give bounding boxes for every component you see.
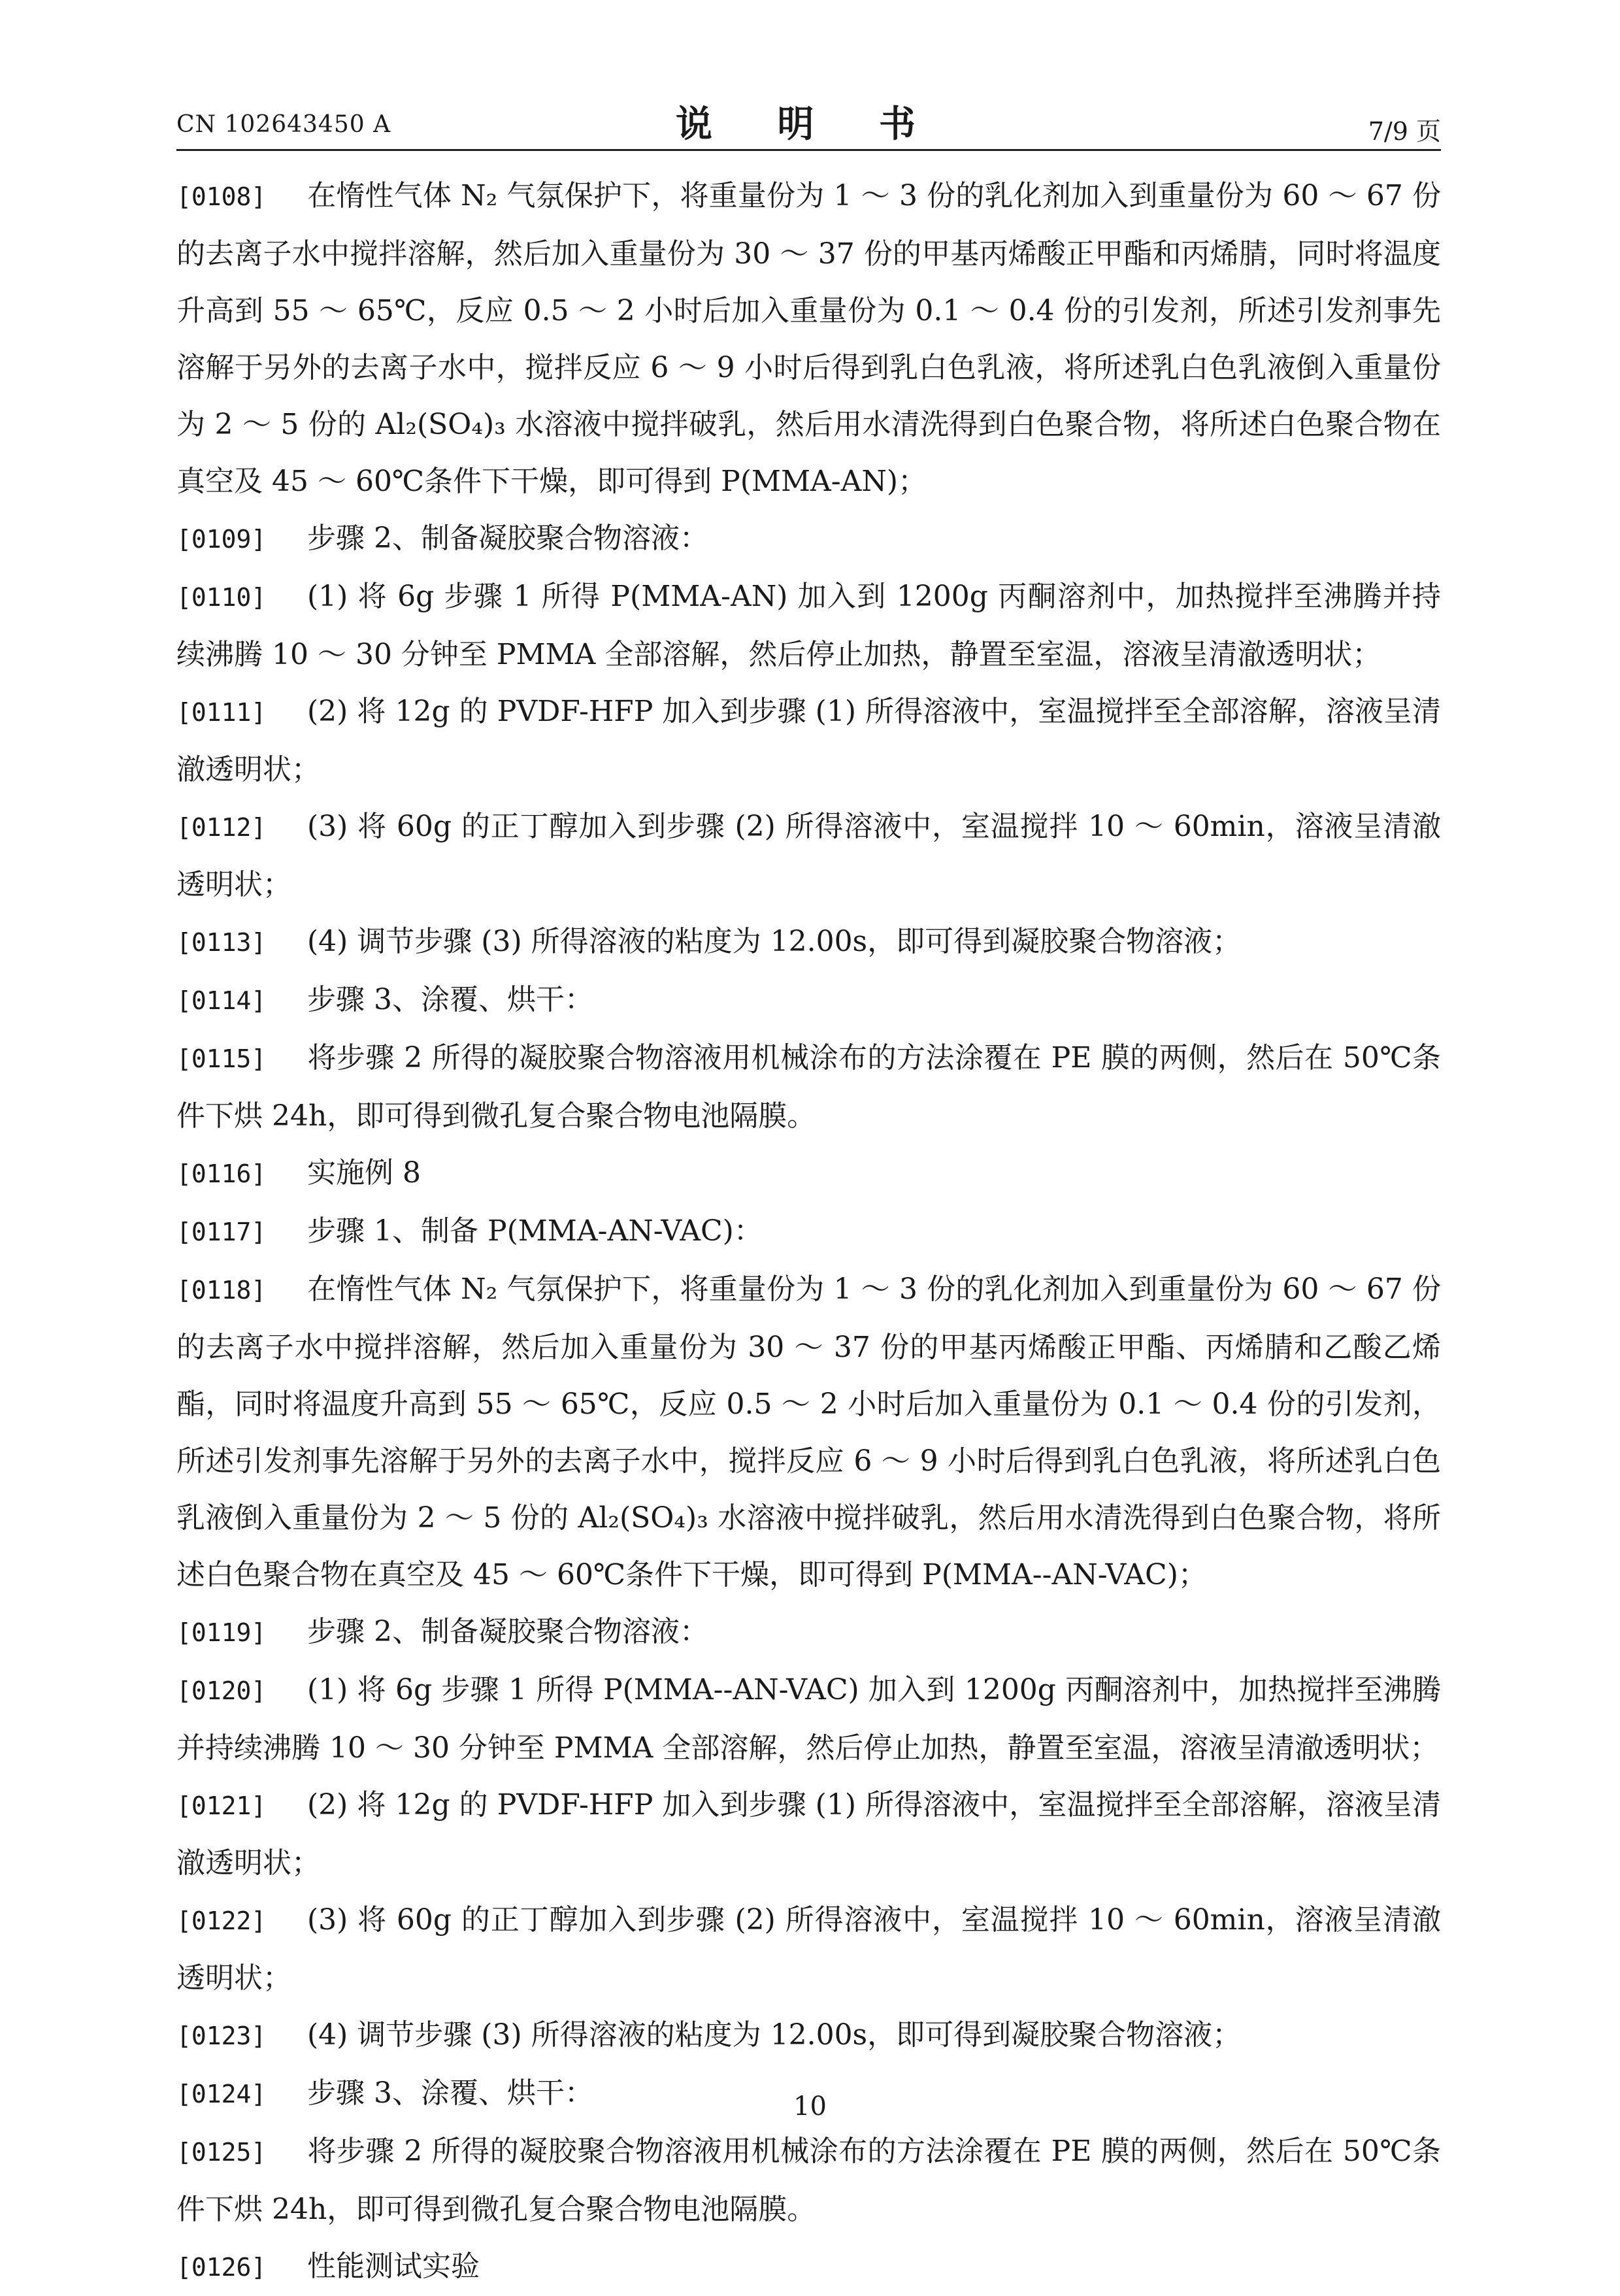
paragraph-text: 实施例 8 <box>307 1156 421 1190</box>
paragraph <box>176 971 1441 1029</box>
paragraph-text: 步骤 3、涂覆、烘干： <box>307 2076 593 2110</box>
paragraph-text: (4) 调节步骤 (3) 所得溶液的粘度为 12.00s，即可得到凝胶聚合物溶液； <box>307 925 1242 958</box>
paragraph <box>176 167 1441 510</box>
paragraph <box>176 2123 1441 2238</box>
paragraph <box>176 2238 1441 2296</box>
paragraph-id: [0116] <box>176 1159 267 1188</box>
paragraph <box>176 798 1441 913</box>
paragraph <box>176 1029 1441 1144</box>
paragraph-text: (2) 将 12g 的 PVDF-HFP 加入到步骤 (1) 所得溶液中，室温搅拌至全部溶解，溶液呈清澈透明状； <box>176 1788 1441 1880</box>
page-number: 10 <box>793 2091 827 2121</box>
document-body <box>176 167 1441 2296</box>
paragraph-text: 将步骤 2 所得的凝胶聚合物溶液用机械涂布的方法涂覆在 PE 膜的两侧，然后在 50℃条件下烘 24h，即可得到微孔复合聚合物电池隔膜。 <box>176 1041 1441 1133</box>
paragraph <box>176 510 1441 568</box>
page-indicator: 7/9 页 <box>1368 117 1441 146</box>
paragraph-text: 在惰性气体 N₂ 气氛保护下，将重量份为 1 ～ 3 份的乳化剂加入到重量份为 60 ～ 67 份的去离子水中搅拌溶解，然后加入重量份为 30 ～ 37 份的甲基丙烯酸正甲酯、丙烯腈和乙酸乙烯酯，同时将温度升高到 55 ～ 65℃，反应 0.5 ～ 2 小时后加入重量份为 0.1 ～ 0.4 份的引发剂，所述引发剂事先溶解于另外的去离子水中，搅拌反应 6 ～ 9 小时后得到乳白色乳液，将所述乳白色乳液倒入重量份为 2 ～ 5 份的 Al₂(SO₄)₃ 水溶液中搅拌破乳，然后用水清洗得到白色聚合物，将所述白色聚合物在真空及 45 ～ 60℃条件下干燥，即可得到 P(MMA--AN-VAC)； <box>176 1273 1441 1591</box>
paragraph-id: [0118] <box>176 1276 267 1305</box>
paragraph-text: (1) 将 6g 步骤 1 所得 P(MMA-AN) 加入到 1200g 丙酮溶剂中，加热搅拌至沸腾并持续沸腾 10 ～ 30 分钟至 PMMA 全部溶解，然后停止加热，静置至室温，溶液呈清澈透明状； <box>176 580 1441 671</box>
paragraph-id: [0113] <box>176 928 267 957</box>
paragraph <box>176 913 1441 971</box>
page-header <box>176 92 1441 144</box>
paragraph-text: 步骤 3、涂覆、烘干： <box>307 983 593 1016</box>
paragraph-id: [0115] <box>176 1044 267 1073</box>
document-number: CN 102643450 A <box>176 111 391 138</box>
paragraph-id: [0120] <box>176 1676 267 1705</box>
paragraph-id: [0122] <box>176 1906 267 1935</box>
paragraph-id: [0112] <box>176 813 267 842</box>
paragraph-text: (2) 将 12g 的 PVDF-HFP 加入到步骤 (1) 所得溶液中，室温搅拌至全部溶解，溶液呈清澈透明状； <box>176 695 1441 786</box>
paragraph-text: (4) 调节步骤 (3) 所得溶液的粘度为 12.00s，即可得到凝胶聚合物溶液； <box>307 2018 1242 2052</box>
page-title: 说 明 书 <box>676 103 942 146</box>
paragraph-id: [0125] <box>176 2138 267 2167</box>
paragraph-id: [0119] <box>176 1618 267 1647</box>
paragraph <box>176 1144 1441 1203</box>
paragraph-text: 在惰性气体 N₂ 气氛保护下，将重量份为 1 ～ 3 份的乳化剂加入到重量份为 60 ～ 67 份的去离子水中搅拌溶解，然后加入重量份为 30 ～ 37 份的甲基丙烯酸正甲酯和丙烯腈，同时将温度升高到 55 ～ 65℃，反应 0.5 ～ 2 小时后加入重量份为 0.1 ～ 0.4 份的引发剂，所述引发剂事先溶解于另外的去离子水中，搅拌反应 6 ～ 9 小时后得到乳白色乳液，将所述乳白色乳液倒入重量份为 2 ～ 5 份的 Al₂(SO₄)₃ 水溶液中搅拌破乳，然后用水清洗得到白色聚合物，将所述白色聚合物在真空及 45 ～ 60℃条件下干燥，即可得到 P(MMA-AN)； <box>176 179 1441 498</box>
paragraph-id: [0111] <box>176 698 267 727</box>
paragraph-id: [0109] <box>176 525 267 554</box>
paragraph-text: 步骤 2、制备凝胶聚合物溶液： <box>307 522 708 555</box>
paragraph <box>176 568 1441 683</box>
paragraph-id: [0117] <box>176 1218 267 1246</box>
paragraph-id: [0123] <box>176 2021 267 2050</box>
paragraph <box>176 1776 1441 1891</box>
paragraph-id: [0114] <box>176 986 267 1015</box>
paragraph-text: 步骤 2、制备凝胶聚合物溶液： <box>307 1615 708 1648</box>
paragraph-id: [0108] <box>176 182 267 211</box>
paragraph <box>176 1261 1441 1603</box>
paragraph <box>176 1661 1441 1776</box>
paragraph <box>176 2006 1441 2065</box>
paragraph <box>176 683 1441 798</box>
paragraph-text: 性能测试实验 <box>307 2250 480 2283</box>
paragraph <box>176 1203 1441 1261</box>
paragraph-text: (3) 将 60g 的正丁醇加入到步骤 (2) 所得溶液中，室温搅拌 10 ～ 60min，溶液呈清澈透明状； <box>176 1903 1441 1995</box>
paragraph-text: 步骤 1、制备 P(MMA-AN-VAC)： <box>307 1214 763 1248</box>
paragraph-text: (3) 将 60g 的正丁醇加入到步骤 (2) 所得溶液中，室温搅拌 10 ～ 60min，溶液呈清澈透明状； <box>176 810 1441 901</box>
paragraph <box>176 1603 1441 1661</box>
paragraph-id: [0124] <box>176 2080 267 2108</box>
header-divider <box>176 149 1441 151</box>
paragraph-text: (1) 将 6g 步骤 1 所得 P(MMA--AN-VAC) 加入到 1200g 丙酮溶剂中，加热搅拌至沸腾并持续沸腾 10 ～ 30 分钟至 PMMA 全部溶解，然后停止加热，静置至室温，溶液呈清澈透明状； <box>176 1673 1441 1765</box>
paragraph-id: [0121] <box>176 1791 267 1820</box>
paragraph <box>176 1891 1441 2006</box>
page-footer <box>0 2091 1620 2121</box>
paragraph-id: [0110] <box>176 583 267 612</box>
paragraph-text: 将步骤 2 所得的凝胶聚合物溶液用机械涂布的方法涂覆在 PE 膜的两侧，然后在 50℃条件下烘 24h，即可得到微孔复合聚合物电池隔膜。 <box>176 2135 1441 2226</box>
paragraph-id: [0126] <box>176 2253 267 2282</box>
